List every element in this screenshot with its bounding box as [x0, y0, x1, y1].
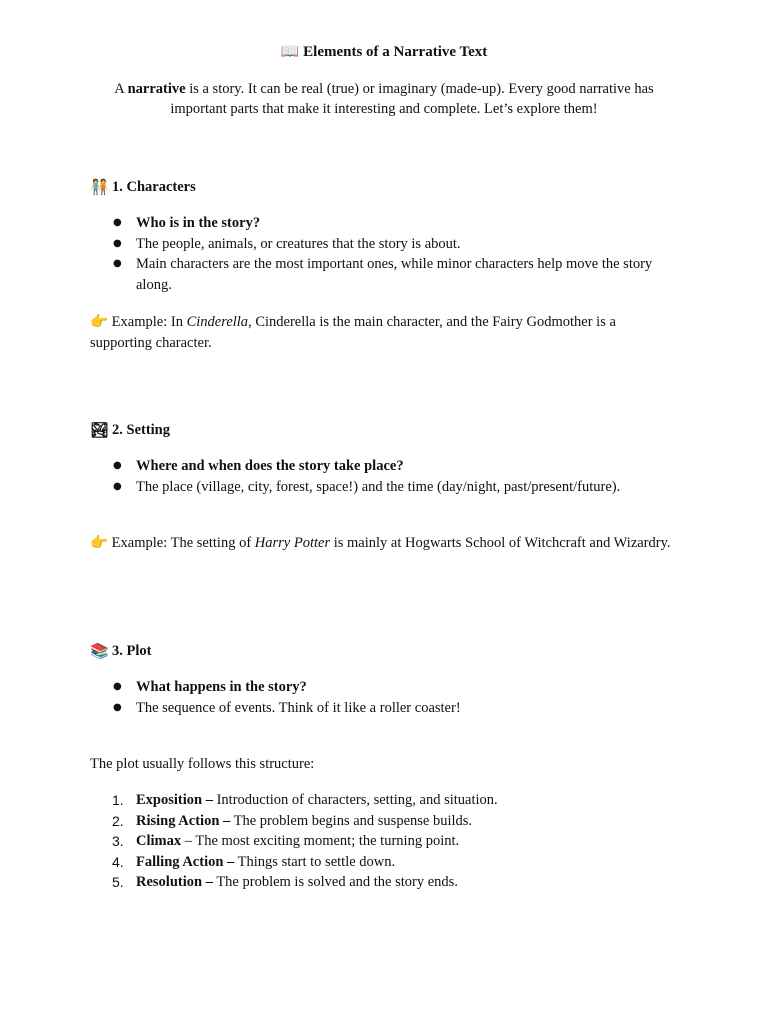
- section-heading-label: 1. Characters: [112, 178, 196, 195]
- structure-desc: The problem begins and suspense builds.: [230, 812, 473, 829]
- structure-desc: The problem is solved and the story ends.: [212, 874, 458, 890]
- list-item: [90, 456, 690, 477]
- list-number: 4.: [112, 853, 124, 870]
- plot-bullet-list: [90, 677, 690, 718]
- structure-desc: Things start to settle down.: [234, 853, 396, 870]
- intro-prefix: A: [114, 81, 128, 97]
- list-item: ● The place (village, city, forest, space!) and the time (day/night, past/present/future).: [90, 477, 690, 498]
- section-heading-plot: [90, 642, 151, 660]
- structure-desc: Introduction of characters, setting, and situation.: [212, 792, 498, 808]
- list-item: ● Main characters are the most important ones, while minor characters help move the story along.: [90, 254, 690, 295]
- setting-bullet-list: [90, 456, 690, 497]
- characters-example: [90, 312, 680, 353]
- example-prefix: 👉 Example: In: [90, 314, 187, 330]
- section-heading-setting: [90, 421, 170, 439]
- structure-term: Falling Action –: [136, 853, 235, 870]
- list-number: 5.: [112, 874, 124, 890]
- list-number: 1.: [112, 792, 124, 808]
- people-icon: 🧑‍🤝‍🧑: [90, 178, 109, 196]
- bullet-question: Where and when does the story take place?: [136, 458, 404, 474]
- list-item: [90, 213, 690, 234]
- list-item: [90, 852, 690, 873]
- plot-structure-list: [90, 790, 690, 893]
- setting-example: [90, 533, 680, 554]
- structure-term: Rising Action –: [136, 812, 231, 829]
- list-item: ● The people, animals, or creatures that the story is about.: [90, 234, 690, 255]
- intro-paragraph: [90, 79, 678, 119]
- landscape-icon: 🏞: [90, 421, 110, 439]
- bullet-question: Who is in the story?: [136, 215, 261, 231]
- bullet-question: What happens in the story?: [136, 679, 307, 695]
- list-item: [90, 790, 690, 811]
- list-item: [90, 811, 690, 832]
- list-item: [90, 677, 690, 698]
- example-suffix: is mainly at Hogwarts School of Witchcraft and Wizardry.: [330, 535, 671, 551]
- list-item: ● The sequence of events. Think of it like a roller coaster!: [90, 698, 690, 719]
- example-italic: Harry Potter: [254, 535, 331, 551]
- section-heading-characters: [90, 178, 196, 196]
- example-italic: Cinderella: [186, 314, 249, 330]
- list-item: [90, 872, 690, 893]
- example-suffix: , Cinderella is the main character, and the Fairy Godmother is a supporting character.: [90, 314, 616, 351]
- list-number: 2.: [112, 812, 124, 829]
- page-title: 📖 Elements of a Narrative Text: [280, 44, 488, 60]
- intro-rest: is a story. It can be real (true) or imaginary (made-up). Every good narrative has important parts that make it interesting and complete. Let’s explore them!: [170, 81, 654, 117]
- structure-desc: – The most exciting moment; the turning point.: [181, 833, 460, 849]
- characters-bullet-list: [90, 213, 690, 295]
- section-heading-label: 3. Plot: [112, 642, 152, 659]
- structure-term: Resolution –: [136, 874, 213, 890]
- structure-term: Exposition –: [136, 792, 213, 808]
- structure-term: Climax: [136, 833, 182, 849]
- list-number: 3.: [112, 833, 124, 849]
- list-item: [90, 831, 690, 852]
- plot-structure-intro: The plot usually follows this structure:: [90, 756, 315, 772]
- example-prefix: 👉 Example: The setting of: [90, 535, 255, 551]
- intro-bold-term: narrative: [127, 81, 186, 97]
- books-icon: 📚: [90, 642, 109, 660]
- section-heading-label: 2. Setting: [112, 421, 170, 438]
